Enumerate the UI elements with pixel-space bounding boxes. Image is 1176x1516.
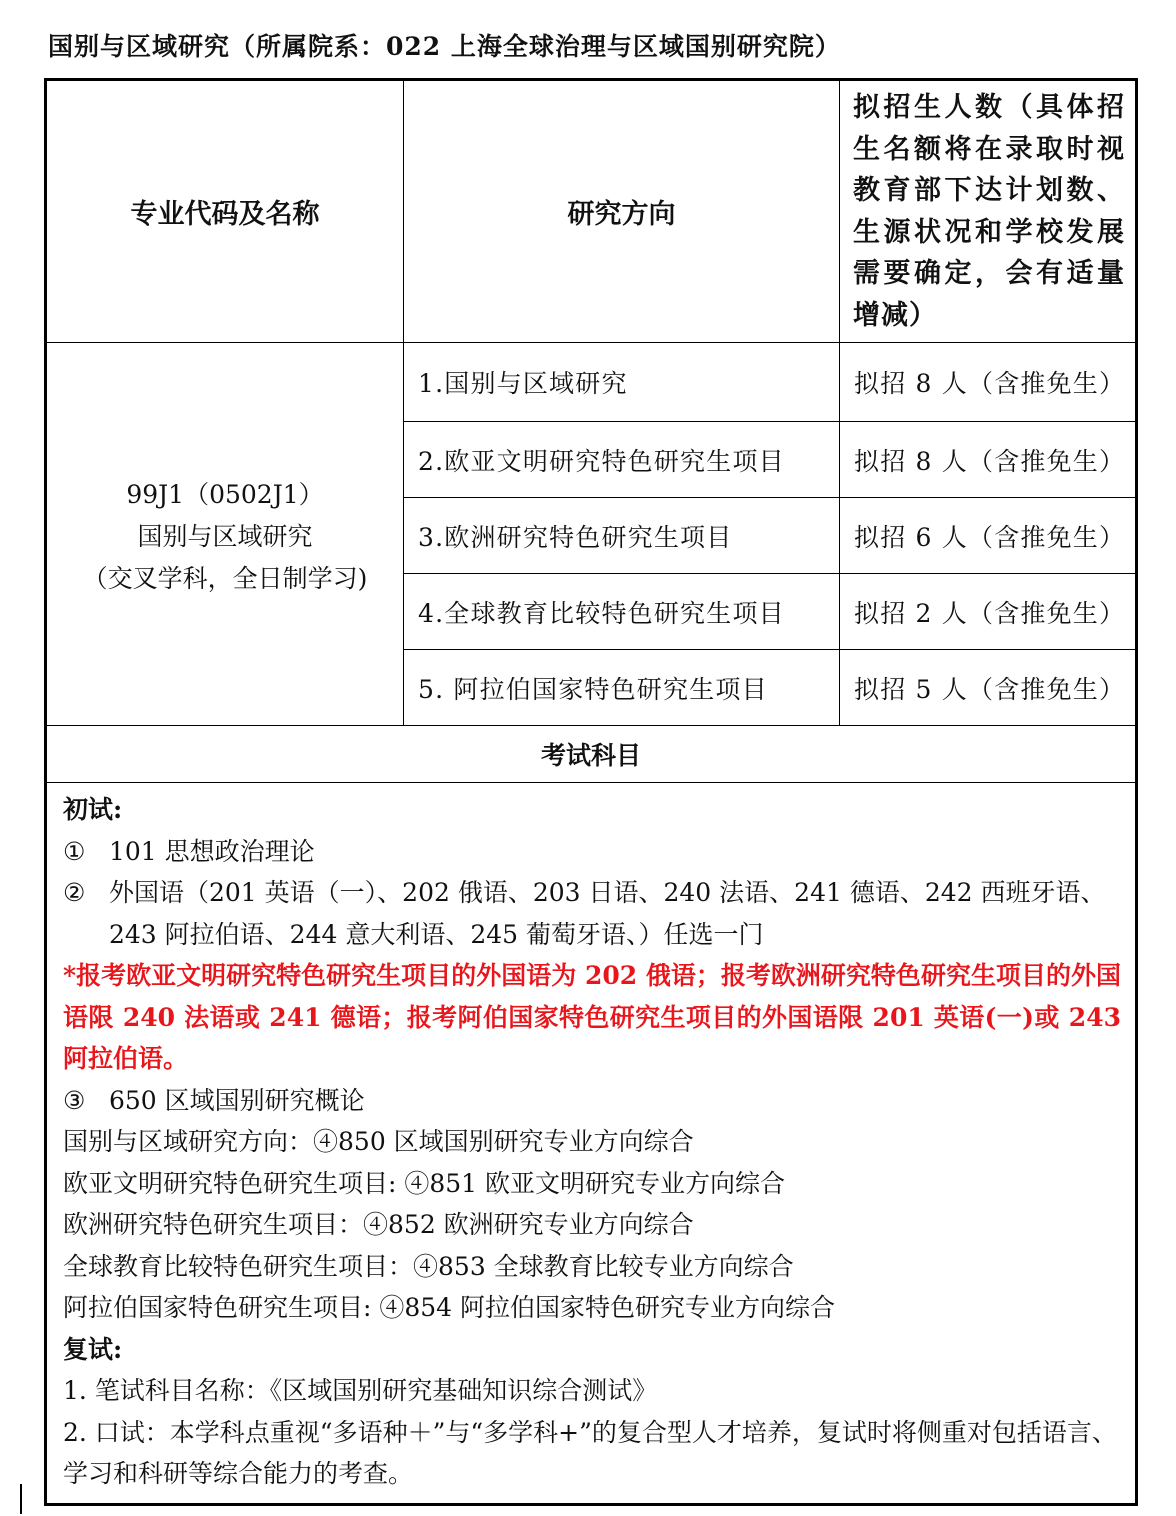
header-quota: 拟招生人数（具体招生名额将在录取时视教育部下达计划数、生源状况和学校发展需要确定，会有适量增减） [840, 80, 1137, 343]
exam-body [46, 783, 1137, 1505]
item-text: 650 区域国别研究概论 [109, 1085, 365, 1115]
quota-cell: 拟招 8 人（含推免生） [840, 343, 1137, 422]
retest-label: 复试: [63, 1334, 123, 1364]
enrollment-table [44, 78, 1138, 1506]
exam-item [63, 831, 1121, 873]
exam-item [63, 872, 1121, 914]
direction-cell: 3.欧洲研究特色研究生项目 [404, 498, 840, 574]
direction-cell: 2.欧亚文明研究特色研究生项目 [404, 422, 840, 498]
direction-cell: 4.全球教育比较特色研究生项目 [404, 574, 840, 650]
table-header-row [46, 80, 1137, 343]
direction-exam-line: 国别与区域研究方向：④850 区域国别研究专业方向综合 [63, 1127, 694, 1156]
item-number: ③ [63, 1085, 86, 1115]
direction-exam-line: 阿拉伯国家特色研究生项目: ④854 阿拉伯国家特色研究专业方向综合 [63, 1293, 836, 1322]
major-note: （交叉学科，全日制学习) [82, 564, 368, 593]
header-direction: 研究方向 [404, 80, 840, 343]
item-number: ② [63, 878, 86, 907]
retest-item: 1. 笔试科目名称：《区域国别研究基础知识综合测试》 [63, 1376, 658, 1405]
quota-cell: 拟招 8 人（含推免生） [840, 422, 1137, 498]
major-name: 国别与区域研究 [137, 522, 313, 551]
retest-item: 2. 口试：本学科点重视“多语种＋”与“多学科+”的复合型人才培养，复试时将侧重对包括语言、学习和科研等综合能力的考查。 [63, 1417, 1117, 1488]
page-title: 国别与区域研究（所属院系：022 上海全球治理与区域国别研究院） [48, 32, 841, 61]
header-major: 专业代码及名称 [46, 80, 404, 343]
direction-exam-line: 全球教育比较特色研究生项目：④853 全球教育比较专业方向综合 [63, 1251, 794, 1281]
exam-item [63, 1080, 1121, 1122]
exam-body-row [46, 783, 1137, 1505]
table-row [46, 343, 1137, 422]
direction-exam-line: 欧亚文明研究特色研究生项目: ④851 欧亚文明研究专业方向综合 [63, 1168, 786, 1198]
item-text: 外国语（201 英语（一）、202 俄语、203 日语、240 法语、241 德语、242 西班牙语、 [109, 878, 1106, 907]
direction-exam-line: 欧洲研究特色研究生项目：④852 欧洲研究专业方向综合 [63, 1210, 694, 1239]
quota-cell: 拟招 2 人（含推免生） [840, 574, 1137, 650]
exam-title-row [46, 726, 1137, 783]
direction-cell: 1.国别与区域研究 [404, 343, 840, 422]
exam-title: 考试科目 [46, 726, 1137, 783]
item-text-continuation: 243 阿拉伯语、244 意大利语、245 葡萄牙语、）任选一门 [109, 919, 764, 949]
direction-cell: 5. 阿拉伯国家特色研究生项目 [404, 650, 840, 726]
item-text: 101 思想政治理论 [109, 836, 315, 866]
language-requirement-note: *报考欧亚文明研究特色研究生项目的外国语为 202 俄语；报考欧洲研究特色研究生项目的外国语限 240 法语或 241 德语；报考阿伯国家特色研究生项目的外国语限 201 英语(一)或 243 阿拉伯语。 [63, 961, 1121, 1073]
quota-cell: 拟招 5 人（含推免生） [840, 650, 1137, 726]
text-cursor [20, 1484, 22, 1514]
major-code: 99J1（0502J1） [126, 480, 324, 509]
quota-cell: 拟招 6 人（含推免生） [840, 498, 1137, 574]
major-cell [46, 343, 404, 726]
preliminary-label: 初试: [63, 795, 123, 824]
item-number: ① [63, 836, 86, 866]
